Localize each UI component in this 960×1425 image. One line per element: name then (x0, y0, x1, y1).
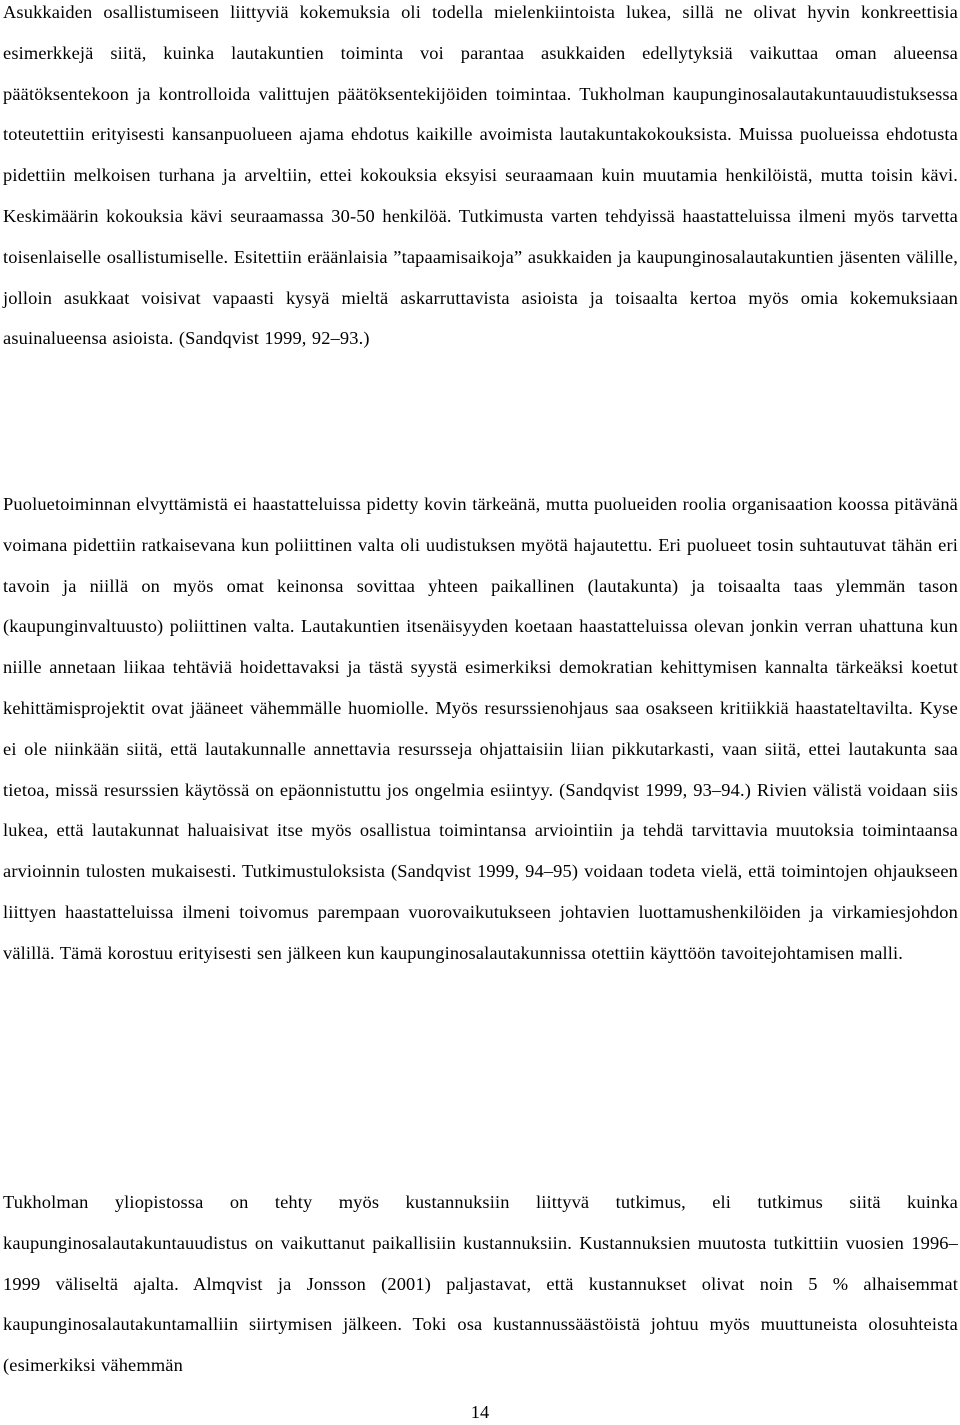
paragraph-resident-participation: Asukkaiden osallistumiseen liittyviä kokemuksia oli todella mielenkiintoista lukea, sillä ne olivat hyvin konkreettisia esimerkkejä siitä, kuinka lautakuntien toiminta voi parantaa asukkaiden edellytyksiä vaikuttaa oman alueensa päätöksentekoon ja kontrolloida valittujen päätöksentekijöiden toimintaa. Tukholman kaupunginosalautakuntauudistuksessa toteutettiin erityisesti kansanpuolueen ajama ehdotus kaikille avoimista lautakuntakokouksista. Muissa puolueissa ehdotusta pidettiin melkoisen turhana ja arveltiin, ettei kokouksia eksyisi seuraamaan kuin muutamia henkilöistä, mutta toisin kävi. Keskimäärin kokouksia kävi seuraamassa 30-50 henkilöä. Tutkimusta varten tehdyissä haastatteluissa ilmeni myös tarvetta toisenlaiselle osallistumiselle. Esitettiin eräänlaisia ”tapaamisaikoja” asukkaiden ja kaupunginosalautakuntien jäsenten välille, jolloin asukkaat voisivat vapaasti kysyä mieltä askarruttavista asioista ja toisaalta kertoa myös omia kokemuksiaan asuinalueensa asioista. (Sandqvist 1999, 92–93.) (3, 2, 958, 349)
paragraph-cost-study: Tukholman yliopistossa on tehty myös kustannuksiin liittyvä tutkimus, eli tutkimus siitä kuinka kaupunginosalautakuntauudistus on vaikuttanut paikallisiin kustannuksiin. Kustannuksien muutosta tutkittiin vuosien 1996–1999 väliseltä ajalta. Almqvist ja Jonsson (2001) paljastavat, että kustannukset olivat noin 5 % alhaisemmat kaupunginosalautakuntamalliin siirtymisen jälkeen. Toki osa kustannussäästöistä johtuu myös muuttuneista olosuhteista (esimerkiksi vähemmän (3, 1192, 958, 1376)
paragraph-party-activity: Puoluetoiminnan elvyttämistä ei haastatteluissa pidetty kovin tärkeänä, mutta puolueiden roolia organisaation koossa pitävänä voimana pidettiin ratkaisevana kun poliittinen valta oli uudistuksen myötä hajautettu. Eri puolueet tosin suhtautuvat tähän eri tavoin ja niillä on myös omat keinonsa sovittaa yhteen paikallinen (lautakunta) ja toisaalta taas ylemmän tason (kaupunginvaltuusto) poliittinen valta. Lautakuntien itsenäisyyden koetaan haastatteluissa olevan jonkin verran uhattuna kun niille annetaan liikaa tehtäviä hoidettavaksi ja tästä syystä esimerkiksi demokratian kehittymisen kannalta tärkeäksi koetut kehittämisprojektit ovat jääneet vähemmälle huomiolle. Myös resurssienohjaus saa osakseen kritiikkiä haastateltavilta. Kyse ei ole niinkään siitä, että lautakunnalle annettavia resursseja ohjattaisiin liian pikkutarkasti, vaan siitä, ettei lautakunta saa tietoa, missä resurssien käytössä on epäonnistuttu jos ongelmia esiintyy. (Sandqvist 1999, 93–94.) Rivien välistä voidaan siis lukea, että lautakunnat haluaisivat itse myös osallistua toimintansa arviointiin ja tehdä tarvittavia muutoksia toimintaansa arvioinnin tulosten mukaisesti. Tutkimustuloksista (Sandqvist 1999, 94–95) voidaan todeta vielä, että toimintojen ohjaukseen liittyen haastatteluissa ilmeni toivomus parempaan vuorovaikutukseen johtavien luottamushenkilöiden ja virkamiesjohdon välillä. Tämä korostuu erityisesti sen jälkeen kun kaupunginosalautakunnissa otettiin käyttöön tavoitejohtamisen malli. (3, 494, 958, 963)
page-number: 14 (470, 1402, 490, 1422)
